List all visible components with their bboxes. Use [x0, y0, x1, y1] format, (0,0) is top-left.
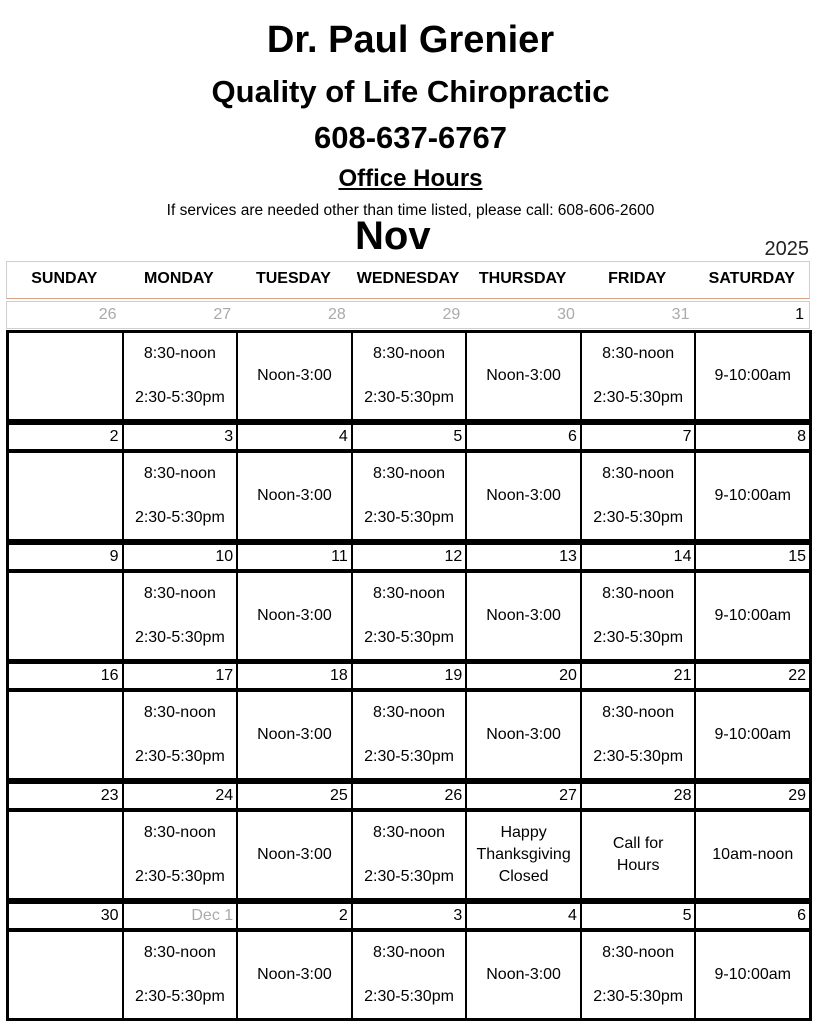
hours-text: 8:30-noon [602, 585, 675, 602]
hours-text: Noon-3:00 [257, 726, 332, 743]
hours-text: 2:30-5:30pm [364, 509, 454, 526]
date-number: 26 [353, 784, 468, 808]
hours-text: 2:30-5:30pm [134, 988, 225, 1005]
weekday-label: WEDNESDAY [356, 270, 460, 287]
date-number: 9 [9, 545, 124, 569]
hours-text: Noon-3:00 [257, 487, 332, 504]
day-hours-cell [124, 573, 239, 659]
hours-text: 8:30-noon [372, 944, 446, 961]
weekday-label: MONDAY [144, 270, 214, 287]
hours-text: 2:30-5:30pm [593, 389, 684, 406]
clinic-phone: 608-637-6767 [313, 120, 508, 155]
month-title: Nov [355, 214, 431, 258]
week-hours-row [6, 809, 812, 901]
hours-text: 2:30-5:30pm [134, 748, 225, 765]
date-number: 11 [238, 545, 353, 569]
date-number: 1 [795, 306, 805, 323]
hours-text: 2:30-5:30pm [134, 868, 225, 885]
hours-text: Noon-3:00 [257, 846, 332, 863]
date-number: 3 [353, 904, 468, 928]
hours-text: Closed [498, 868, 549, 885]
hours-text: Call for [612, 835, 664, 852]
day-hours-cell [238, 692, 353, 778]
date-number: 18 [238, 664, 353, 688]
weekday-label: THURSDAY [478, 270, 567, 287]
day-hours-cell [582, 573, 697, 659]
date-number: 28 [327, 306, 346, 323]
hours-text: 8:30-noon [372, 585, 446, 602]
hours-text: Hours [616, 857, 660, 874]
weekday-label: FRIDAY [608, 270, 667, 287]
date-number: 25 [238, 784, 353, 808]
weekday-label: SUNDAY [31, 270, 98, 287]
day-hours-cell [124, 812, 239, 898]
date-number: 29 [442, 306, 461, 323]
hours-text: 8:30-noon [372, 465, 446, 482]
day-hours-cell [353, 333, 468, 419]
day-hours-cell [582, 932, 697, 1018]
hours-text: 8:30-noon [143, 944, 216, 961]
hours-text: 2:30-5:30pm [364, 988, 454, 1005]
hours-text: 2:30-5:30pm [134, 509, 225, 526]
hours-text: 8:30-noon [143, 824, 216, 841]
day-hours-cell [582, 453, 697, 539]
day-hours-cell [353, 692, 468, 778]
date-number: 27 [213, 306, 232, 323]
week-date-row [6, 781, 812, 811]
day-hours-cell [696, 453, 809, 539]
hours-text: 2:30-5:30pm [364, 629, 454, 646]
hours-text: 8:30-noon [143, 345, 216, 362]
day-hours-cell [124, 932, 239, 1018]
hours-text: 9-10:00am [714, 966, 791, 983]
date-number: 19 [353, 664, 468, 688]
week-date-row [6, 901, 812, 931]
hours-text: 2:30-5:30pm [134, 389, 225, 406]
day-hours-cell [238, 812, 353, 898]
hours-text: 8:30-noon [143, 585, 216, 602]
date-number: 22 [788, 667, 807, 684]
day-hours-cell [467, 573, 582, 659]
hours-text: 9-10:00am [714, 487, 791, 504]
date-number: 5 [582, 904, 697, 928]
week-hours-row [6, 689, 812, 781]
hours-text: 8:30-noon [372, 824, 446, 841]
doctor-name: Dr. Paul Grenier [266, 19, 555, 61]
hours-text: 2:30-5:30pm [364, 389, 454, 406]
day-hours-cell [582, 333, 697, 419]
day-hours-cell [696, 692, 809, 778]
weekday-label: SATURDAY [708, 270, 795, 287]
date-number: 7 [582, 425, 697, 449]
date-number: 12 [353, 545, 468, 569]
day-hours-cell [353, 573, 468, 659]
date-number: 30 [9, 904, 124, 928]
date-number: 26 [98, 306, 117, 323]
week-hours-row [6, 330, 812, 422]
date-number: 2 [9, 425, 124, 449]
date-number: 30 [557, 306, 575, 323]
week-date-row [6, 661, 812, 691]
date-number: 8 [797, 428, 807, 445]
day-hours-cell [582, 692, 697, 778]
hours-text: 9-10:00am [714, 726, 791, 743]
day-hours-cell [467, 932, 582, 1018]
day-hours-cell [353, 932, 468, 1018]
date-number: 13 [467, 545, 582, 569]
hours-text: Happy [500, 824, 547, 841]
year-label: 2025 [764, 238, 809, 260]
date-number: 4 [238, 425, 353, 449]
date-number: 20 [467, 664, 582, 688]
hours-text: Noon-3:00 [486, 726, 561, 743]
day-hours-cell [238, 453, 353, 539]
week-date-row [6, 542, 812, 572]
hours-text: Noon-3:00 [257, 607, 332, 624]
hours-text: 8:30-noon [143, 704, 216, 721]
day-hours-cell [9, 453, 124, 539]
hours-text: 8:30-noon [143, 465, 216, 482]
date-number: 24 [124, 784, 239, 808]
day-hours-cell [353, 812, 468, 898]
hours-text: 2:30-5:30pm [134, 629, 225, 646]
date-number: 6 [797, 907, 807, 924]
day-hours-cell [467, 333, 582, 419]
hours-text: 10am-noon [712, 846, 794, 863]
hours-text: Noon-3:00 [257, 367, 332, 384]
hours-text: 2:30-5:30pm [593, 509, 684, 526]
date-number: 3 [124, 425, 239, 449]
day-hours-cell [696, 573, 809, 659]
hours-text: Thanksgiving [476, 846, 571, 863]
after-hours-note: If services are needed other than time listed, please call: 608-606-2600 [166, 202, 655, 219]
weekday-header-row [6, 261, 810, 299]
day-hours-cell [238, 932, 353, 1018]
hours-text: 2:30-5:30pm [593, 629, 684, 646]
date-number: 6 [467, 425, 582, 449]
date-number: 4 [467, 904, 582, 928]
office-hours-heading: Office Hours [338, 165, 483, 192]
hours-text: 2:30-5:30pm [364, 868, 454, 885]
date-number: 15 [788, 548, 807, 565]
day-hours-cell [696, 812, 809, 898]
hours-text: 9-10:00am [714, 607, 791, 624]
date-number: 17 [124, 664, 239, 688]
hours-text: 2:30-5:30pm [364, 748, 454, 765]
day-hours-cell [582, 812, 697, 898]
hours-text: Noon-3:00 [486, 966, 561, 983]
day-hours-cell [124, 453, 239, 539]
date-number: 2 [238, 904, 353, 928]
hours-text: 9-10:00am [714, 367, 791, 384]
date-number: 29 [788, 787, 807, 804]
date-number: 10 [124, 545, 239, 569]
day-hours-cell [124, 333, 239, 419]
day-hours-cell [9, 333, 124, 419]
day-hours-cell [9, 573, 124, 659]
day-hours-cell [696, 932, 809, 1018]
day-hours-cell [238, 333, 353, 419]
hours-text: 8:30-noon [372, 704, 446, 721]
hours-text: 8:30-noon [372, 345, 446, 362]
hours-text: 2:30-5:30pm [593, 748, 684, 765]
weekday-label: TUESDAY [255, 270, 331, 287]
hours-text: 8:30-noon [602, 345, 675, 362]
date-number: 14 [582, 545, 697, 569]
week-hours-row [6, 450, 812, 542]
date-number: 28 [582, 784, 697, 808]
hours-text: 8:30-noon [602, 944, 675, 961]
day-hours-cell [353, 453, 468, 539]
hours-text: Noon-3:00 [257, 966, 332, 983]
day-hours-cell [467, 453, 582, 539]
day-hours-cell [9, 692, 124, 778]
date-number: 5 [353, 425, 468, 449]
week-hours-row [6, 929, 812, 1021]
hours-text: 8:30-noon [602, 704, 675, 721]
week-hours-row [6, 570, 812, 662]
day-hours-cell [9, 932, 124, 1018]
date-number: 16 [9, 664, 124, 688]
date-number: 31 [671, 306, 690, 323]
day-hours-cell [9, 812, 124, 898]
day-hours-cell [124, 692, 239, 778]
week-date-row [6, 422, 812, 452]
date-number: 21 [582, 664, 697, 688]
date-number: 27 [467, 784, 582, 808]
date-number: 23 [9, 784, 124, 808]
hours-text: Noon-3:00 [486, 487, 561, 504]
clinic-name: Quality of Life Chiropractic [211, 74, 610, 109]
hours-text: 2:30-5:30pm [593, 988, 684, 1005]
leading-date-row [6, 301, 810, 329]
calendar-grid [6, 330, 812, 1024]
day-hours-cell [467, 812, 582, 898]
day-hours-cell [467, 692, 582, 778]
hours-text: 8:30-noon [602, 465, 675, 482]
date-number: Dec 1 [124, 904, 239, 928]
hours-text: Noon-3:00 [486, 607, 561, 624]
day-hours-cell [696, 333, 809, 419]
day-hours-cell [238, 573, 353, 659]
hours-text: Noon-3:00 [486, 367, 561, 384]
